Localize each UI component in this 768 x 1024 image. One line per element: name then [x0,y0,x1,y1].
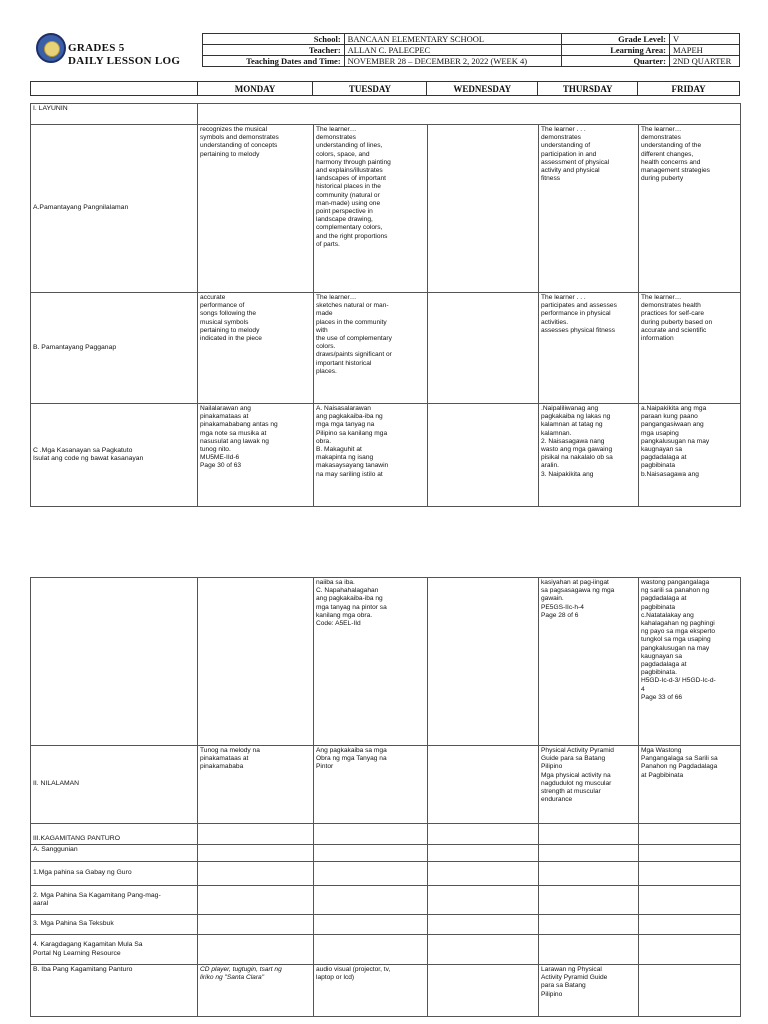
cell-thursday: .Naipaliliwanag ang pagkakaiba ng lakas ng kalamnan at tatag ng kalamnan. 2. Naisasagawa nang wasto ang mga gawaing pisikal na nakalalo ob sa aralin. 3. Naipakikita ang [539,404,639,507]
table-row [31,746,741,824]
layunin-span [198,104,741,125]
table-row [31,915,741,935]
table-row [31,935,741,965]
cell-friday [639,824,741,845]
school-value: BANCAAN ELEMENTARY SCHOOL [344,34,562,45]
cell-thursday: Physical Activity Pyramid Guide para sa Batang Pilipino Mga physical activity na nagdudulot ng muscular strength at muscular endurance [539,746,639,824]
cell-monday [198,845,314,862]
cell-wednesday [428,965,539,1017]
cell-tuesday: A. Naisasalarawan ang pagkakaiba-iba ng mga mga tanyag na Pilipino sa kanilang mga obra. B. Makaguhit at makapinta ng isang makasaysayang tanawin na may sariling istilo at [314,404,428,507]
cell-wednesday [428,293,539,404]
dates-label: Teaching Dates and Time: [203,56,345,67]
cell-friday: The learner… demonstrates health practices for self-care during puberty based on accurate and scientific information [639,293,741,404]
cell-tuesday: The learner… sketches natural or man- made places in the community with the use of complementary colors. draws/paints significant or important historical places. [314,293,428,404]
grade-label: Grade Level: [562,34,670,45]
cell-tuesday [314,935,428,965]
cell-tuesday: audio visual (projector, tv, laptop or lcd) [314,965,428,1017]
cell-thursday: The learner . . . demonstrates understanding of participation in and assessment of physical activity and physical fitness [539,125,639,293]
cell-thursday [539,862,639,886]
table-row [31,578,741,746]
table-row [31,862,741,886]
cell-wednesday [428,862,539,886]
row-label: C .Mga Kasanayan sa Pagkatuto Isulat ang code ng bawat kasanayan [31,404,198,507]
cell-tuesday [314,915,428,935]
cell-tuesday [314,824,428,845]
day-thursday: THURSDAY [538,82,638,96]
cell-wednesday [428,935,539,965]
row-label: B. Pamantayang Pagganap [31,293,198,404]
cell-tuesday: Ang pagkakaiba sa mga Obra ng mga Tanyag na Pintor [314,746,428,824]
day-monday: MONDAY [197,82,313,96]
cell-wednesday [428,746,539,824]
row-label: II. NILALAMAN [31,746,198,824]
quarter-value: 2ND QUARTER [670,56,740,67]
cell-friday: a.Naipakikita ang mga paraan kung paano pangangasiwaan ang mga usaping pangkalusugan na may kaugnayan sa pagdadalaga at pagbibinata b.Naisasagawa ang [639,404,741,507]
table-row [31,886,741,915]
cell-wednesday [428,845,539,862]
day-header-table [30,81,740,96]
cell-thursday [539,935,639,965]
cell-monday [198,915,314,935]
row-label: A.Pamantayang Pangnilalaman [31,125,198,293]
cell-tuesday [314,886,428,915]
row-label: B. Iba Pang Kagamitang Panturo [31,965,198,1017]
cell-thursday [539,886,639,915]
cell-thursday [539,845,639,862]
cell-friday [639,886,741,915]
grade-value: V [670,34,740,45]
cell-friday: The learner… demonstrates understanding of the different changes, health concerns and management strategies during puberty [639,125,741,293]
cell-wednesday [428,578,539,746]
header-info-table [202,33,740,67]
table-row [31,293,741,404]
teacher-label: Teacher: [203,45,345,56]
area-value: MAPEH [670,45,740,56]
dates-value: NOVEMBER 28 – DECEMBER 2, 2022 (WEEK 4) [344,56,562,67]
table-row [31,125,741,293]
day-wednesday: WEDNESDAY [427,82,538,96]
cell-tuesday [314,845,428,862]
cell-friday [639,965,741,1017]
dll-title: DAILY LESSON LOG [68,55,181,67]
cell-monday: Nailalarawan ang pinakamataas at pinakamababang antas ng mga note sa musika at nasusulat ang lawak ng tunog nito. MU5ME-IId-6 Page 30 of 63 [198,404,314,507]
cell-tuesday: The learner… demonstrates understanding of lines, colors, space, and harmony through painting and explains/illustrates landscapes of important historical places in the community (natural or man-made) using one point perspective in landscape drawing, complementary colors, and the right proportions of parts. [314,125,428,293]
row-label: A. Sanggunian [31,845,198,862]
row-label: 3. Mga Pahina Sa Teksbuk [31,915,198,935]
table-row [31,965,741,1017]
cell-friday [639,915,741,935]
area-label: Learning Area: [562,45,670,56]
cell-wednesday [428,125,539,293]
school-label: School: [203,34,345,45]
cell-tuesday: naiiba sa iba. C. Napahahalagahan ang pagkakaiba-iba ng mga tanyag na pintor sa kanilang mga obra. Code: A5EL-IId [314,578,428,746]
cell-friday: wastong pangangalaga ng sarili sa panahon ng pagdadalaga at pagbibinata c.Natatalakay ang kahalagahan ng paghingi ng payo sa mga eksperto tungkol sa mga usaping pangkalusugan na may kaugnayan sa pagdadalaga at pagbibinata. H5GD-Ic-d-3/ H5GD-Ic-d- 4 Page 33 of 66 [639,578,741,746]
cell-tuesday [314,862,428,886]
cell-thursday: kasiyahan at pag-iingat sa pagsasagawa ng mga gawain. PE5GS-IIc-h-4 Page 28 of 6 [539,578,639,746]
table-row [31,824,741,845]
cell-thursday: The learner . . . participates and assesses performance in physical activities. assesses physical fitness [539,293,639,404]
cell-monday [198,578,314,746]
cell-wednesday [428,915,539,935]
day-header-blank [31,82,198,96]
day-friday: FRIDAY [638,82,740,96]
row-label: 2. Mga Pahina Sa Kagamitang Pang-mag- aaral [31,886,198,915]
cell-wednesday [428,824,539,845]
cell-monday: CD player, tugtugin, tsart ng liriko ng "Santa Clara" [198,965,314,1017]
cell-thursday [539,824,639,845]
cell-monday: Tunog na melody na pinakamataas at pinakamababa [198,746,314,824]
table-row [31,845,741,862]
cell-friday [639,862,741,886]
cell-monday [198,824,314,845]
cell-wednesday [428,886,539,915]
day-tuesday: TUESDAY [313,82,427,96]
teacher-value: ALLAN C. PALECPEC [344,45,562,56]
deped-seal-icon [36,33,66,63]
lesson-table-page2 [30,577,741,1017]
row-label: 4. Karagdagang Kagamitan Mula Sa Portal Ng Learning Resource [31,935,198,965]
layunin-label: I. LAYUNIN [31,104,198,125]
row-label: 1.Mga pahina sa Gabay ng Guro [31,862,198,886]
lesson-table-page1 [30,103,741,507]
row-label [31,578,198,746]
cell-monday [198,862,314,886]
row-label: III.KAGAMITANG PANTURO [31,824,198,845]
grade-title: GRADES 5 [68,42,125,54]
cell-monday [198,935,314,965]
cell-thursday [539,915,639,935]
cell-friday: Mga Wastong Pangangalaga sa Sarili sa Panahon ng Pagdadalaga at Pagbibinata [639,746,741,824]
table-row [31,404,741,507]
cell-monday: recognizes the musical symbols and demonstrates understanding of concepts pertaining to melody [198,125,314,293]
cell-thursday: Larawan ng Physical Activity Pyramid Guide para sa Batang Pilipino [539,965,639,1017]
cell-friday [639,935,741,965]
cell-monday [198,886,314,915]
cell-monday: accurate performance of songs following the musical symbols pertaining to melody indicated in the piece [198,293,314,404]
quarter-label: Quarter: [562,56,670,67]
cell-wednesday [428,404,539,507]
cell-friday [639,845,741,862]
